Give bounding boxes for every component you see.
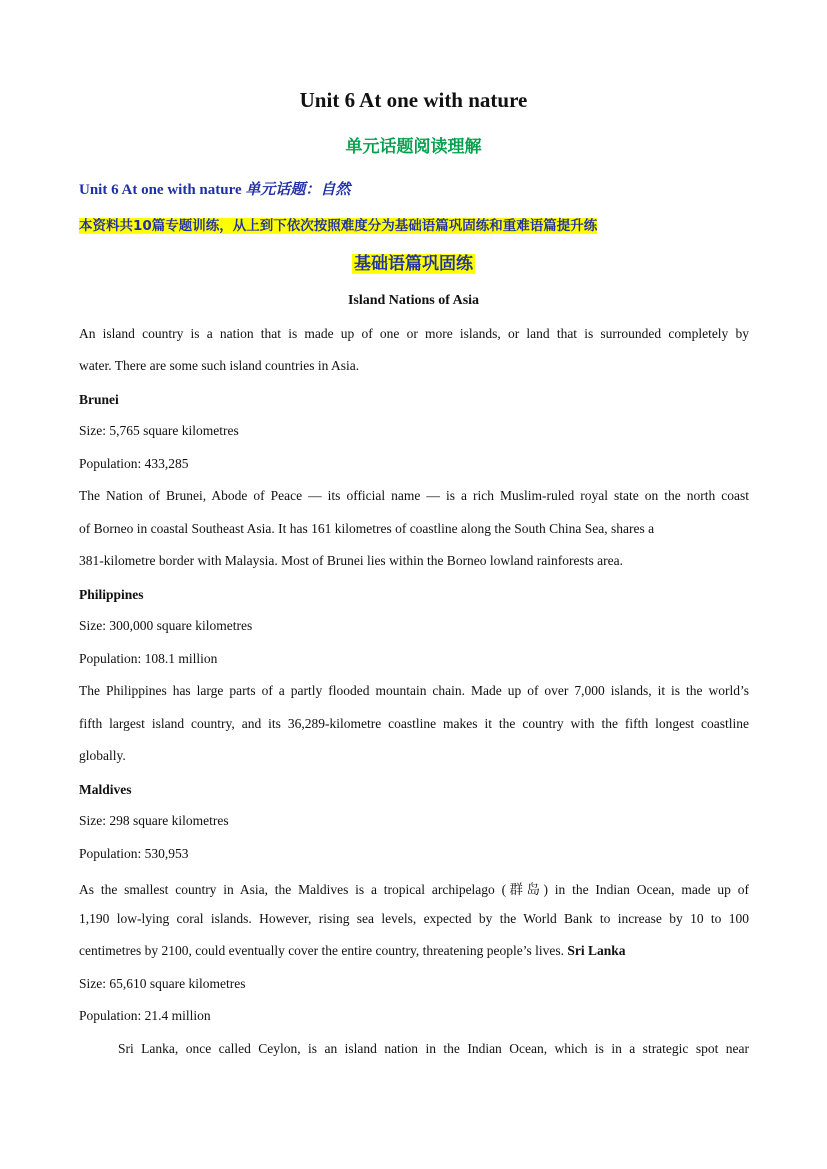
section-heading	[0, 249, 827, 274]
article-title: Island Nations of Asia	[347, 293, 480, 308]
philippines-text-2: fifth largest island country, and its 36,289-kilometre coastline makes it the country with the fifth longest coastline	[79, 716, 749, 731]
philippines-heading: Philippines	[79, 587, 144, 602]
brunei-heading: Brunei	[79, 392, 119, 407]
maldives-heading: Maldives	[79, 782, 132, 797]
unit-topic-cn: 单元话题：自然	[245, 182, 351, 198]
maldives-text-1: As the smallest country in Asia, the Maldives is a tropical archipelago (群岛) in the Indian Ocean, made up of	[79, 882, 749, 897]
maldives-text-2: 1,190 low-lying coral islands. However, rising sea levels, expected by the World Bank to increase by 10 to 100	[79, 911, 749, 926]
brunei-text-3: 381-kilometre border with Malaysia. Most of Brunei lies within the Borneo lowland rainforests area.	[79, 553, 623, 568]
philippines-population: Population: 108.1 million	[79, 651, 218, 666]
srilanka-text-1: Sri Lanka, once called Ceylon, is an island nation in the Indian Ocean, which is in a strategic spot near	[118, 1041, 749, 1056]
unit-topic-en: Unit 6 At one with nature	[79, 182, 246, 198]
srilanka-population: Population: 21.4 million	[79, 1008, 211, 1023]
srilanka-size: Size: 65,610 square kilometres	[79, 976, 246, 991]
notice-text: 本资料共10篇专题训练，从上到下依次按照难度分为基础语篇巩固练和重难语篇提升练	[79, 218, 598, 234]
intro-line-2: water. There are some such island countries in Asia.	[79, 358, 360, 373]
maldives-population: Population: 530,953	[79, 846, 189, 861]
philippines-text-1: The Philippines has large parts of a partly flooded mountain chain. Made up of over 7,000 islands, it is the world’s	[79, 683, 749, 698]
notice-line	[79, 214, 749, 234]
intro-line-1: An island country is a nation that is made up of one or more islands, or land that is surrounded completely by	[79, 326, 749, 341]
page-title: Unit 6 At one with nature	[299, 88, 528, 112]
unit-topic-line	[79, 178, 749, 199]
section-heading-text: 基础语篇巩固练	[354, 254, 473, 274]
maldives-size: Size: 298 square kilometres	[79, 813, 229, 828]
maldives-text-3-body: centimetres by 2100, could eventually cover the entire country, threatening people’s lives.	[79, 943, 568, 958]
brunei-population: Population: 433,285	[79, 456, 189, 471]
philippines-text-3: globally.	[79, 748, 126, 763]
srilanka-heading: Sri Lanka	[567, 943, 626, 958]
maldives-text-3	[79, 943, 749, 959]
page-subtitle: 单元话题阅读理解	[345, 137, 482, 157]
brunei-size: Size: 5,765 square kilometres	[79, 423, 239, 438]
philippines-size: Size: 300,000 square kilometres	[79, 618, 253, 633]
brunei-text-1: The Nation of Brunei, Abode of Peace — its official name — is a rich Muslim-ruled royal state on the north coast	[79, 488, 749, 503]
brunei-text-2: of Borneo in coastal Southeast Asia. It has 161 kilometres of coastline along the South China Sea, shares a	[79, 521, 655, 536]
